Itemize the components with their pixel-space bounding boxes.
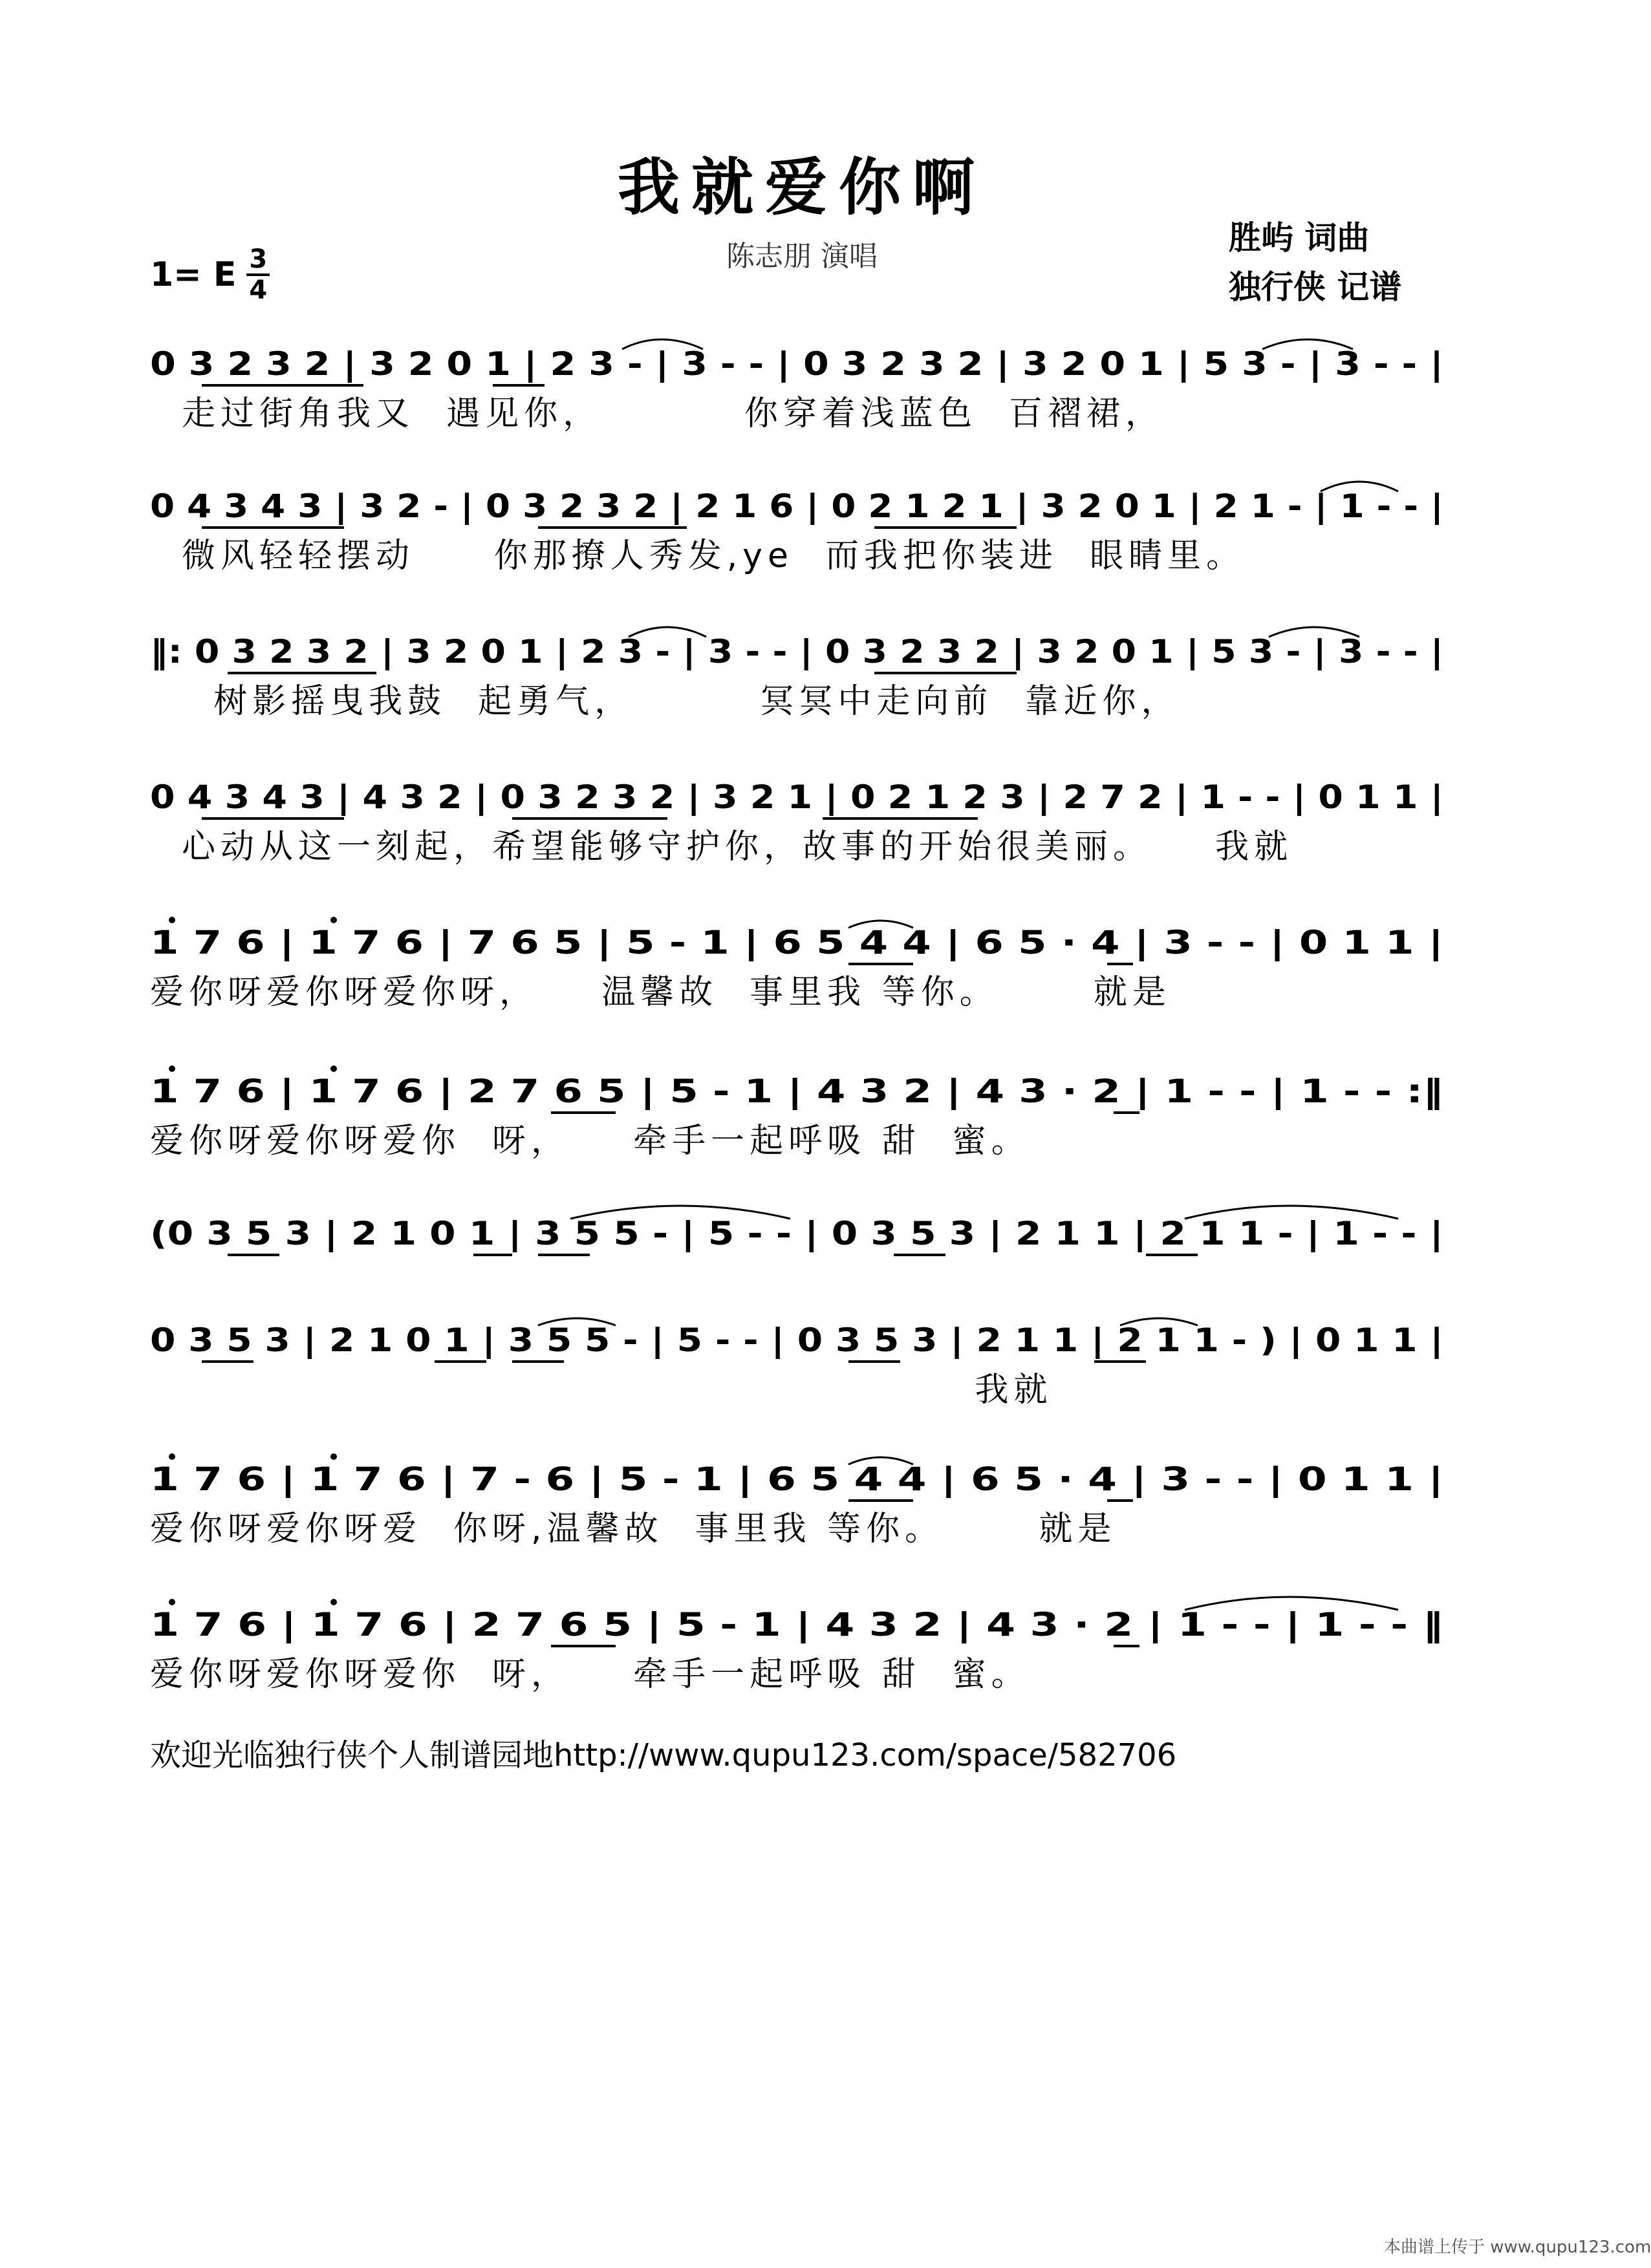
footer-link-text: 欢迎光临独行侠个人制谱园地http://www.qupu123.com/space/582706 [150,1737,1177,1773]
dot-10a [169,1599,175,1605]
time-numerator: 3 [246,245,270,276]
dot-9a [169,1453,175,1460]
credits [1229,213,1401,312]
dot-6a [169,1065,175,1072]
dot-5b [330,917,337,923]
notes-3: ‖: 0 3 2 3 2 | 3 2 0 1 | 2 3 - | 3 - - | 0 3 2 3 2 | 3 2 0 1 | 5 3 - | 3 - - | [150,633,1443,670]
credit-lyrics: 胜屿 词曲 [1229,219,1370,257]
credit-notation: 独行侠 记谱 [1229,268,1402,306]
lyric-line-8: 我就 [150,1371,1053,1409]
time-signature [246,245,270,305]
singer-credit: 陈志朋 演唱 [726,240,878,273]
lyric-line-5: 爱你呀爱你呀爱你呀， 温馨故 事里我 等你。 就是 [150,973,1171,1012]
dot-5a [169,917,175,923]
dot-9b [330,1453,337,1460]
notes-10: 1 7 6 | 1 7 6 | 2 7 6 5 | 5 - 1 | 4 3 2 | 4 3 · 2 | 1 - - | 1 - - ‖ [150,1606,1443,1643]
notes-8: 0 3 5 3 | 2 1 0 1 | 3 5 5 - | 5 - - | 0 3 5 3 | 2 1 1 | 2 1 1 - ) | 0 1 1 | [150,1321,1443,1359]
notes-6: 1 7 6 | 1 7 6 | 2 7 6 5 | 5 - 1 | 4 3 2 | 4 3 · 2 | 1 - - | 1 - - :‖ [150,1073,1443,1110]
lyric-line-9: 爱你呀爱你呀爱 你呀,温馨故 事里我 等你。 就是 [150,1510,1117,1548]
lyric-line-10: 爱你呀爱你呀爱你 呀， 牵手一起呼吸 甜 蜜。 [150,1655,1030,1694]
notes-4: 0 4 3 4 3 | 4 3 2 | 0 3 2 3 2 | 3 2 1 | 0 2 1 2 3 | 2 7 2 | 1 - - | 0 1 1 | [150,778,1443,816]
key-label: 1= E [150,255,237,294]
notation-line-7 [150,1199,1450,1270]
dot-10b [330,1599,337,1605]
dot-6b [330,1065,337,1072]
watermark: 本曲谱上传于 www.qupu123.com [1384,2238,1651,2257]
page-title: 我就爱你啊 [618,151,986,224]
lyric-line-1: 走过街角我又 遇见你， 你穿着浅蓝色 百褶裙， [150,394,1164,433]
notation-svg-7 [150,1199,1450,1270]
lyric-line-2: 微风轻轻摆动 你那撩人秀发,ye 而我把你装进 眼睛里。 [150,537,1246,575]
notes-9: 1 7 6 | 1 7 6 | 7 - 6 | 5 - 1 | 6 5 4 4 | 6 5 · 4 | 3 - - | 0 1 1 | [150,1460,1443,1498]
time-denominator: 4 [249,275,268,305]
key-signature [150,239,270,310]
notes-2: 0 4 3 4 3 | 3 2 - | 0 3 2 3 2 | 2 1 6 | 0 2 1 2 1 | 3 2 0 1 | 2 1 - | 1 - - | [150,487,1443,525]
notes-1: 0 3 2 3 2 | 3 2 0 1 | 2 3 - | 3 - - | 0 3 2 3 2 | 3 2 0 1 | 5 3 - | 3 - - | [150,345,1443,383]
lyric-line-6: 爱你呀爱你呀爱你 呀， 牵手一起呼吸 甜 蜜。 [150,1122,1030,1161]
lyric-line-4: 心动从这一刻起，希望能够守护你，故事的开始很美丽。 我就 [150,828,1293,866]
lyric-line-3: 树影摇曳我鼓 起勇气， 冥冥中走向前 靠近你， [150,682,1180,721]
notes-7: (0 3 5 3 | 2 1 0 1 | 3 5 5 - | 5 - - | 0 3 5 3 | 2 1 1 | 2 1 1 - | 1 - - | [150,1215,1443,1252]
notes-5: 1 7 6 | 1 7 6 | 7 6 5 | 5 - 1 | 6 5 4 4 | 6 5 · 4 | 3 - - | 0 1 1 | [150,924,1443,961]
